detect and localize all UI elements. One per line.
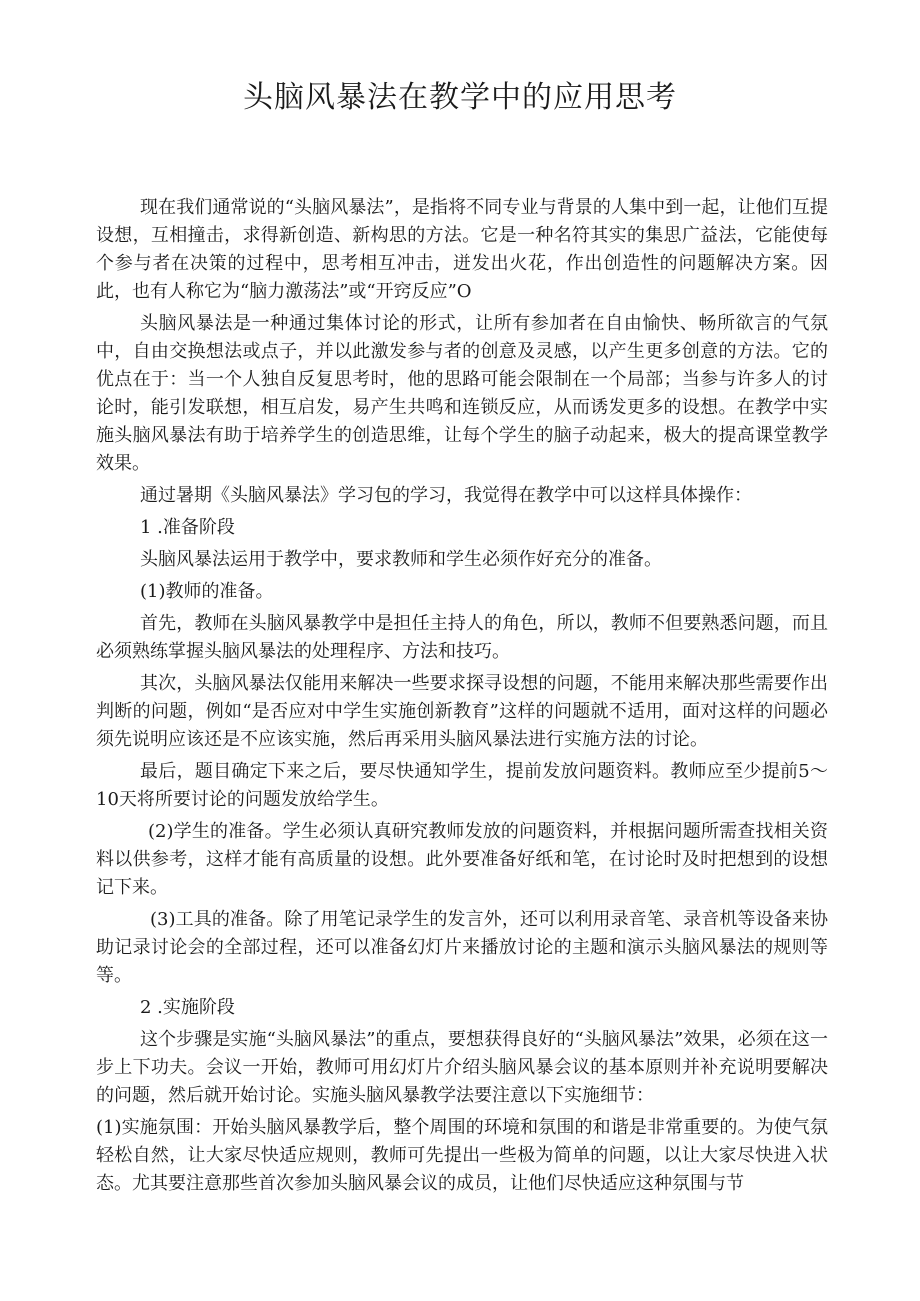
paragraph-student-preparation: (2)学生的准备。学生必须认真研究教师发放的问题资料，并根据问题所需查找相关资料以供参考，这样才能有高质量的设想。此外要准备好纸和笔，在讨论时及时把想到的设想记下来。 — [96, 821, 828, 898]
paragraph-definition: 头脑风暴法是一种通过集体讨论的形式，让所有参加者在自由愉快、畅所欲言的气氛中，自由交换想法或点子，并以此激发参与者的创意及灵感，以产生更多创意的方法。它的优点在于：当一个人独自反复思考时，他的思路可能会限制在一个局部；当参与许多人的讨论时，能引发联想，相互启发，易产生共鸣和连锁反应，从而诱发更多的设想。在教学中实施头脑风暴法有助于培养学生的创造思维，让每个学生的脑子动起来，极大的提高课堂教学效果。 — [96, 313, 828, 474]
paragraph-tool-preparation: (3)工具的准备。除了用笔记录学生的发言外，还可以利用录音笔、录音机等设备来协助记录讨论会的全部过程，还可以准备幻灯片来播放讨论的主题和演示头脑风暴法的规则等等。 — [96, 909, 828, 986]
section-heading-preparation: 1 .准备阶段 — [140, 517, 235, 538]
paragraph-preparation-intro: 头脑风暴法运用于教学中，要求教师和学生必须作好充分的准备。 — [140, 549, 662, 570]
paragraph-transition: 通过暑期《头脑风暴法》学习包的学习，我觉得在教学中可以这样具体操作： — [140, 485, 752, 506]
document-title: 头脑风暴法在教学中的应用思考 — [243, 80, 677, 115]
subheading-teacher-preparation: (1)教师的准备。 — [140, 581, 274, 602]
paragraph-last: 最后，题目确定下来之后，要尽快通知学生，提前发放问题资料。教师应至少提前5～10天将所要讨论的问题发放给学生。 — [96, 761, 828, 810]
section-heading-implementation: 2 .实施阶段 — [140, 997, 235, 1018]
paragraph-implementation-intro: 这个步骤是实施“头脑风暴法”的重点，要想获得良好的“头脑风暴法”效果，必须在这一步上下功夫。会议一开始，教师可用幻灯片介绍头脑风暴会议的基本原则并补充说明要解决的问题，然后就开始讨论。实施头脑风暴教学法要注意以下实施细节： — [96, 1029, 828, 1106]
paragraph-intro: 现在我们通常说的“头脑风暴法”，是指将不同专业与背景的人集中到一起，让他们互提设想，互相撞击，求得新创造、新构思的方法。它是一种名符其实的集思广益法，它能使每个参与者在决策的过程中，思考相互冲击，迸发出火花，作出创造性的问题解决方案。因此，也有人称它为“脑力激荡法”或“开窍反应”O — [96, 197, 828, 302]
paragraph-second: 其次，头脑风暴法仅能用来解决一些要求探寻设想的问题，不能用来解决那些需要作出判断的问题，例如“是否应对中学生实施创新教育”这样的问题就不适用，面对这样的问题必须先说明应该还是不应该实施，然后再采用头脑风暴法进行实施方法的讨论。 — [96, 673, 828, 750]
paragraph-atmosphere: (1)实施氛围：开始头脑风暴教学后，整个周围的环境和氛围的和谐是非常重要的。为使气氛轻松自然，让大家尽快适应规则，教师可先提出一些极为简单的问题，以让大家尽快进入状态。尤其要注意那些首次参加头脑风暴会议的成员，让他们尽快适应这种氛围与节 — [96, 1117, 828, 1194]
paragraph-first: 首先，教师在头脑风暴教学中是担任主持人的角色，所以，教师不但要熟悉问题，而且必须熟练掌握头脑风暴法的处理程序、方法和技巧。 — [96, 613, 828, 662]
document-body — [96, 194, 828, 1202]
